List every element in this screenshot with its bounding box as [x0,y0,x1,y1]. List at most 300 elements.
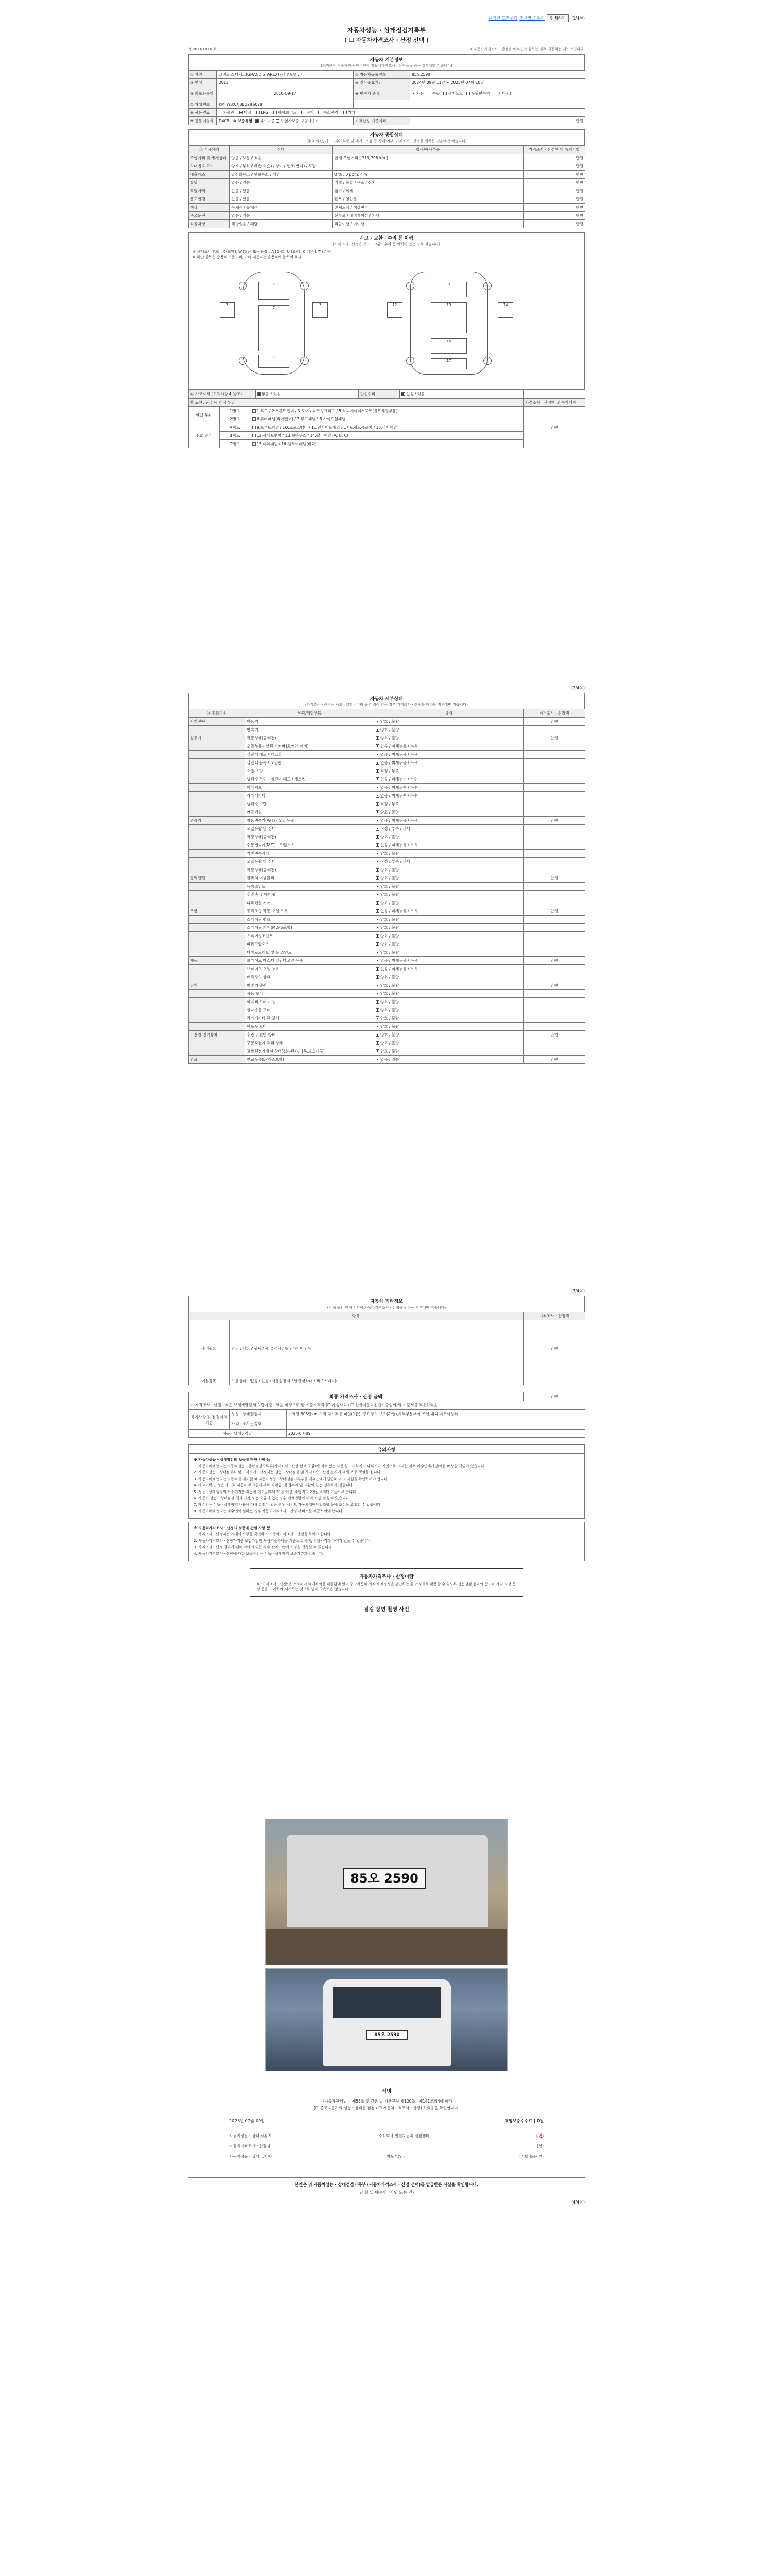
checkbox-checked[interactable] [376,827,379,831]
repair-price: 만원 [524,1320,585,1377]
detail-price [524,808,585,817]
print-button[interactable]: 인쇄하기 [547,14,569,22]
link-inquiry[interactable]: 전산발급 문의 [519,16,545,21]
inspector-opinion: 가격점 305만km 초과 차가부동 파일(1급), 주요장치 보유(확인),하부부분부식 조인 내외 미조색상위 [287,1410,585,1418]
detail-h3: 상태 [374,709,524,718]
signer-notifier-sign: (서명 또는 인) [519,2154,544,2159]
checkbox[interactable] [256,111,260,114]
detail-state [374,808,524,817]
accident-table [188,389,585,398]
detail-row [189,800,585,808]
detail-state-text: 없음 / 미세누유 / 누유 [380,958,418,963]
status-detail [333,162,524,171]
detail-price [524,1039,585,1047]
detail-state [374,817,524,825]
opt-lpg: LPG [261,110,268,115]
checkbox-checked[interactable] [376,1033,379,1037]
detail-group [189,784,245,792]
final-price-table [188,1392,585,1410]
checkbox-checked[interactable] [376,1008,379,1012]
detail-state-text: 양호 / 불량 [380,917,399,922]
checkbox-checked[interactable] [376,1049,379,1053]
label-first-reg: ⑤ 최초등록일 [189,87,217,100]
other-info-sub: (각 항목의 원 매수인이 자동차가격조사 · 산정을 원하는 경우에만 적습니다) [188,1305,585,1312]
detail-state [374,1023,524,1031]
sign-title: 서명 [381,2089,392,2094]
detail-group [189,841,245,850]
detail-state [374,1006,524,1014]
detail-row [189,883,585,891]
detail-group [189,924,245,932]
detail-state [374,940,524,948]
detail-state-text: 양호 / 불량 [380,942,399,946]
detail-state [374,957,524,965]
car-diagram [188,261,585,389]
checkbox[interactable] [301,111,305,114]
detail-state-text: 적정 / 부족 / 과다 [380,826,411,831]
checkbox[interactable] [252,434,256,437]
checkbox-checked[interactable] [376,1058,379,1061]
other-h: 항목 [189,1312,524,1320]
note-item: 2. 자동차성능 · 상태점검자 및 가격조사 · 산정자는 성능 · 상태점검 및 가격조사 · 산정 결과에 대해 보증 책임을 집니다. [194,1470,382,1475]
opt-self-warranty: 자가보증 [259,118,275,123]
checkbox-checked[interactable] [376,1016,379,1020]
checkbox-checked[interactable] [255,119,259,123]
status-h3: 항목/해당부품 [333,146,524,154]
detail-item: 타이로드엔드 및 볼 조인트 [245,948,374,957]
detail-item: 디퍼렌셜 기어 [245,899,374,907]
detail-state-text: 적정 / 부족 [380,769,399,773]
checkbox[interactable] [276,119,279,123]
status-row [189,220,585,228]
seal-stamp: (인) [536,2133,544,2138]
detail-title: 자동차 세부상태 [188,693,585,702]
base-price: 만원 [410,117,585,125]
status-state: 무채색 / 유채색 [230,204,333,212]
detail-row [189,858,585,866]
detail-row [189,759,585,767]
opt-hydrogen: 수소전기 [323,110,339,115]
checkbox[interactable] [252,426,256,429]
photos-title: 점검 장면 촬영 사진 [364,1607,409,1613]
detail-item: 작동상태(공회전) [245,866,374,874]
detail-price [524,924,585,932]
checkbox-checked[interactable] [376,909,379,913]
checkbox-checked[interactable] [376,975,379,979]
detail-item: 오일누유 - 실린더 커버(로커암 커버) [245,742,374,751]
detail-state [374,792,524,800]
detail-group: 전기 [189,981,245,990]
detail-row [189,751,585,759]
detail-row [189,957,585,965]
page-number-3: (3/4쪽) [571,1289,585,1293]
checkbox[interactable] [443,92,447,95]
checkbox-checked[interactable] [376,885,379,888]
detail-price [524,1023,585,1031]
detail-group [189,767,245,775]
note-item: 3. 자동차매매업자는 자동차를 매도할 때 자동차성능 · 상태점검기록부를 매수인에게 발급하고 그 사실을 확인하여야 합니다. [194,1477,389,1481]
note-item: 6. 자동차 성능 · 상태점검 결과 거짓 또는 오류가 있는 경우 관계법령에 따라 처벌 받을 수 있습니다. [194,1496,350,1500]
detail-group [189,1047,245,1056]
checkbox-checked[interactable] [376,769,379,773]
detail-group [189,899,245,907]
status-detail: 리콜이행 / 미이행 [333,220,524,228]
checkbox-checked[interactable] [257,392,261,396]
detail-state-text: 양호 / 불량 [380,950,399,955]
detail-state-text: 없음 / 미세누수 / 누수 [380,785,418,790]
checkbox-checked[interactable] [376,819,379,822]
detail-item: 원동기 [245,718,374,726]
status-detail: 0 % , 0 ppm, 4 % [333,171,524,179]
detail-h2: 항목/해당부품 [245,709,374,718]
notes-title: 유의사항 [188,1444,585,1453]
status-item: 특별이력 [189,187,230,195]
detail-price: 만원 [524,874,585,883]
detail-state-text: 양호 / 불량 [380,999,399,1004]
detail-item: 변속기 [245,726,374,734]
detail-group [189,998,245,1006]
car-name: 그랜드 스타렉스(GRAND STAREX) (세부모델 : ) [217,71,354,79]
parts-price: 만원 [524,407,585,448]
status-item: 용도변경 [189,195,230,204]
detail-price [524,800,585,808]
detail-row [189,981,585,990]
checkbox[interactable] [219,111,222,114]
checkbox-checked[interactable] [376,1000,379,1004]
garage-floor [266,1929,508,1965]
detail-state [374,825,524,833]
status-row [189,195,585,204]
checkbox[interactable] [318,111,322,114]
detail-row [189,948,585,957]
detail-group [189,1014,245,1023]
detail-group [189,990,245,998]
detail-group [189,866,245,874]
other-price-h: 가격조사 · 산정액 [524,1312,585,1320]
detail-state [374,800,524,808]
label-plate: ② 자동차등록번호 [354,71,410,79]
checkbox-checked[interactable] [376,967,379,971]
checkbox-checked[interactable] [376,777,379,781]
detail-state-text: 양호 / 불량 [380,892,399,897]
detail-row [189,932,585,940]
page-1 [188,14,585,684]
detail-row [189,891,585,899]
wheel [406,282,414,290]
final-price-title: 최종 가격조사 · 산정 금액 [189,1392,524,1401]
frame-label: 주요 골격 [189,423,220,448]
note-item: 3. 가격조사 · 산정 결과에 대해 이의가 있는 경우 관계기관에 조정을 신청할 수 있습니다. [194,1545,333,1549]
part-rear-panel: 17 [431,358,467,369]
status-state: 일산화탄소 / 탄화수소 / 매연 [230,171,333,179]
detail-price [524,883,585,891]
wheel [483,282,492,290]
status-h4: 가격조사 · 산정액 및 특기사항 [524,146,585,154]
status-item: 주요옵션 [189,212,230,220]
detail-price [524,899,585,907]
checkbox-checked[interactable] [376,951,379,954]
checkbox[interactable] [466,92,470,95]
checkbox-checked[interactable] [376,761,379,765]
checkbox-checked[interactable] [376,860,379,863]
parts-table [188,398,585,448]
detail-row [189,998,585,1006]
page-number-4: (4/4쪽) [571,2200,585,2205]
opt-auto: 자동 [416,91,424,96]
detail-item: 스티어링 기어(MDPS포함) [245,924,374,932]
inspection-photo-rear [265,1968,508,2071]
outer-parts-2: 6.쿼터패널(리어펜더) / 7.루프패널 / 8.사이드실패널 [257,417,346,421]
detail-state-text: 양호 / 불량 [380,1016,399,1021]
arank: A랭크 [220,423,250,432]
buyer-confirm-text: 본인은 위 자동차성능 · 상태점검기록부 (자동차가격조사 · 산정 선택)를 발급받은 사실을 확인합니다. [294,2182,479,2187]
detail-group: 자기진단 [189,718,245,726]
status-table [188,145,585,228]
checkbox-checked[interactable] [376,843,379,847]
checkbox-checked[interactable] [376,893,379,896]
detail-price [524,751,585,759]
checkbox-checked[interactable] [412,92,415,95]
detail-item: 오일 유량 [245,767,374,775]
label-fuel: ⑧ 사용연료 [189,109,217,117]
detail-state [374,874,524,883]
detail-state [374,965,524,973]
detail-row [189,973,585,981]
wheel [483,357,492,365]
checkbox-checked[interactable] [376,810,379,814]
engine-type: D4CB [219,118,229,123]
detail-price [524,792,585,800]
status-price: 만원 [524,195,585,204]
checkbox-checked[interactable] [376,1025,379,1028]
status-row [189,204,585,212]
opt-insurer-warranty: 보험사보증 보험사 ( ) [280,118,317,123]
checkbox-checked[interactable] [401,392,405,396]
checkbox-checked[interactable] [376,753,379,756]
detail-row [189,767,585,775]
detail-row [189,924,585,932]
opt-manual: 수동 [432,91,440,96]
checkbox-checked[interactable] [376,934,379,938]
detail-price: 만원 [524,907,585,916]
detail-state [374,973,524,981]
frame-parts-c: 15.대쉬패널 / 16.플로어패널(바닥) [257,442,317,446]
detail-price [524,825,585,833]
label-warranty: ⑩ 보증유형 [233,118,253,123]
notes-heading-1: ※ 자동차성능 · 상태점검의 보증에 관한 사항 등 [194,1458,271,1462]
page-3 [188,1288,585,2076]
detail-state [374,891,524,899]
detail-state-text: 없음 / 미세누유 / 누유 [380,909,418,913]
inspection-photo-front [265,1819,508,1965]
detail-item: 동력조향 작동 오일 누유 [245,907,374,916]
checkbox-checked[interactable] [376,720,379,723]
basic-info-table [188,70,585,125]
checkbox[interactable] [343,111,347,114]
detail-row [189,1014,585,1023]
checkbox[interactable] [252,417,256,421]
status-item: 리콜대상 [189,220,230,228]
detail-state [374,916,524,924]
checkbox-checked[interactable] [376,835,379,839]
status-detail: 선루프 / 네비게이션 / 기타 [333,212,524,220]
detail-state [374,726,524,734]
opt-cvt: 무단변속기 [471,91,490,96]
checkbox-checked[interactable] [376,852,379,855]
detail-item: 스티어링조인트 [245,932,374,940]
checkbox-checked[interactable] [376,802,379,806]
status-detail: 적법 / 불법 / 구조 / 장치 [333,179,524,187]
detail-group [189,1039,245,1047]
detail-state-text: 양호 / 불량 [380,975,399,979]
detail-price [524,866,585,874]
checkbox[interactable] [428,92,431,95]
detail-row [189,1031,585,1039]
checkbox-checked[interactable] [376,992,379,995]
detail-state-text: 양호 / 불량 [380,1041,399,1045]
note-item: 1. 자동차매매업자는 자동차성능 · 상태점검기록부(가격조사 · 산정 선택 포함)에 적혀 있는 내용을 고지하지 아니하거나 거짓으로 고지한 경우 매수인에게 손해를 배상할 책임이 있습니다. [194,1464,485,1468]
note-item: 1. 가격조사 · 산정자는 아래의 사항을 확인하여 자동차가격조사 · 산정을 하여야 합니다. [194,1532,332,1536]
link-customer-center[interactable]: 온라인 고객센터 [488,16,518,21]
detail-price: 만원 [524,718,585,726]
detail-item: 윈도우 모터 [245,1023,374,1031]
detail-item: 충전구 절연 상태 [245,1031,374,1039]
appraisal-info-text: ※ "가격조사 · 산정"은 소비자가 매매계약을 체결함에 있어 중고자동차 가격의 적정성을 판단하는 참고 자료로 활용할 수 있도록 성능점검 결과와 중고차 가격 시장 동향 등을 고려하여 제시하는 것으로 법적 구속력은 없습니다. [257,1582,516,1591]
detail-row [189,990,585,998]
checkbox-checked[interactable] [376,959,379,962]
wheel [239,282,247,290]
detail-group [189,825,245,833]
checkbox-checked[interactable] [376,926,379,929]
detail-price [524,726,585,734]
part-dash-panel: 15 [431,302,467,333]
detail-price [524,833,585,841]
checkbox[interactable] [252,409,256,413]
detail-row [189,850,585,858]
label-transmission: ⑥ 변속기 종류 [354,87,410,100]
detail-group [189,940,245,948]
label-engine: ⑨ 원동기형식 [189,117,217,125]
label-simple-repair: 단순수리 [359,390,400,398]
detail-state [374,990,524,998]
checkbox-checked[interactable] [376,786,379,789]
final-note: 이 가격조사 · 산정가격은 보험개발원의 차량기준가액을 바탕으로 한 기준가격과 (☐ 기술사회 / ☐ 한국자동차진단보증협회)의 기준서를 적용하였음. [189,1401,585,1410]
checkbox-checked[interactable] [376,728,379,732]
label-car-name: ① 차명 [189,71,217,79]
checkbox-checked[interactable] [376,744,379,748]
detail-h1: ⑭ 주요장치 [189,709,245,718]
simple-repair-value: 없음 / 있음 [406,392,425,396]
checkbox[interactable] [252,442,256,446]
doc-title: 자동차성능 · 상태점검기록부 [347,27,426,34]
detail-item: 시동 모터 [245,990,374,998]
checkbox-checked[interactable] [376,868,379,872]
detail-group [189,850,245,858]
detail-group: 변속기 [189,817,245,825]
detail-row [189,965,585,973]
page-4 [188,2087,585,2550]
status-item: 배출가스 [189,171,230,179]
fuel-options [217,109,585,117]
status-row [189,187,585,195]
label-inspection-period: ④ 검사유효기간 [354,79,410,87]
detail-price [524,990,585,998]
checkbox-checked[interactable] [376,736,379,740]
status-detail: 침수 / 화재 [333,187,524,195]
detail-state-text: 양호 / 불량 [380,934,399,938]
detail-group: 연료 [189,1056,245,1064]
basic-info-title: 자동차 기본정보 [188,54,585,63]
opt-other: 기타 ( ) [498,91,511,96]
detail-group [189,726,245,734]
checkbox[interactable] [494,92,497,95]
detail-row [189,718,585,726]
checkbox-checked[interactable] [376,942,379,946]
detail-state [374,833,524,841]
checkbox[interactable] [273,111,277,114]
status-state: 많음 / 보통 / 적음 [230,154,333,162]
repair-label: 수리필요 [189,1320,230,1377]
checkbox-checked[interactable] [376,901,379,905]
detail-state [374,899,524,907]
detail-price [524,858,585,866]
opt-gasoline: 가솔린 [223,110,234,115]
label-year: ③ 연식 [189,79,217,87]
part-side-member: 12 [387,302,402,318]
detail-group [189,742,245,751]
checkbox-checked[interactable] [239,111,243,114]
signer-inspector-label: 자동차성능 · 상태 점검자 [229,2133,272,2138]
signer-appraiser-label: 자동차가격조사 · 산정자 [229,2144,271,2148]
checkbox-checked[interactable] [376,918,379,921]
checkbox-checked[interactable] [376,984,379,987]
detail-item: 구동축전지 격리 상태 [245,1039,374,1047]
detail-state [374,981,524,990]
checkbox-checked[interactable] [376,876,379,880]
detail-item: 자동변속기(A/T) - 오일누유 [245,817,374,825]
accident-note1: ※ 상태표시 부호 : X (교환), W (판금 또는 용접), A (흠집), U (요철), C (부식), T (손상) [193,250,332,254]
detail-price [524,850,585,858]
detail-price [524,940,585,948]
detail-state-text: 양호 / 불량 [380,1024,399,1029]
accident-value: 없음 / 있음 [262,392,281,396]
detail-group [189,916,245,924]
frame-parts-a: 9.프론트패널 / 10.크로스멤버 / 11.인사이드패널 / 17.트렁크플로어 / 18.리어패널 [257,425,397,430]
status-state: 없음 / 있음 [230,195,333,204]
note-item: 4. 사고이력 인정은 사고로 자동차 주요골격 부위의 판금, 용접수리 및 교환이 있는 경우로 한정합니다. [194,1483,354,1487]
detail-row [189,841,585,850]
detail-state-text: 양호 / 불량 [380,1008,399,1012]
checkbox-checked[interactable] [376,794,379,798]
part-floor: 16 [431,338,467,354]
detail-state-text: 없음 / 있음 [380,1057,399,1062]
note-item: 2. 자동차가격조사 · 산정가격은 보험개발원 차량기준가액을 기준으로 하며, 시장가격과 차이가 있을 수 있습니다. [194,1538,372,1543]
rear-window [333,1987,441,2018]
page-number-2: (2/4쪽) [571,686,585,690]
part-hood: 1 [258,282,289,300]
detail-group [189,792,245,800]
detail-sub: (가격조사 · 산정은 사고 · 교환 · 수리 등 이력이 있는 경우 가격조사 · 산정을 원하는 경우에만 적습니다) [188,702,585,709]
note-item: 8. 자동차매매업자는 매수인이 원하는 경우 자동차가격조사 · 산정 서비스를 제공하여야 합니다. [194,1509,344,1513]
year: 2011 [217,79,354,87]
status-item: 주행거리 및 계기상태 [189,154,230,162]
detail-state-text: 양호 / 불량 [380,1032,399,1037]
accident-title: 사고 · 교환 · 수리 등 이력 [188,232,585,242]
checkbox-checked[interactable] [376,1041,379,1045]
notes-box-1 [188,1453,585,1519]
detail-row [189,808,585,817]
detail-state-text: 양호 / 불량 [380,901,399,905]
